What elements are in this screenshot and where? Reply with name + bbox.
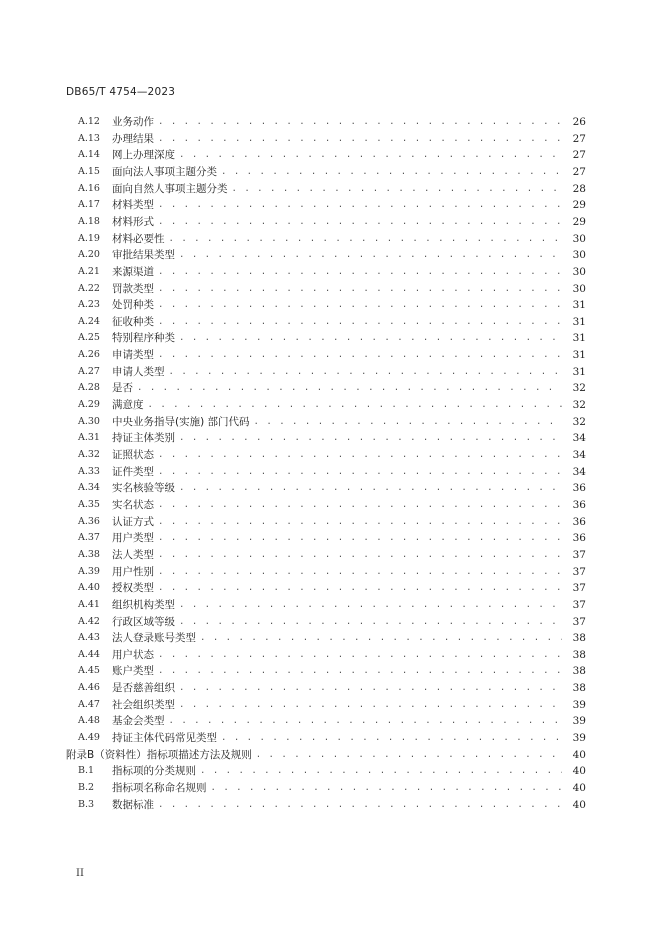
toc-leader-dots — [158, 647, 562, 663]
toc-entry-page: 27 — [572, 165, 586, 178]
toc-leader-dots — [254, 414, 562, 430]
toc-leader-dots — [169, 713, 563, 729]
page-number: II — [76, 868, 84, 879]
toc-entry-title: 用户性别 — [112, 565, 154, 578]
toc-entry-title: 法人类型 — [112, 548, 154, 561]
toc-leader-dots — [221, 164, 562, 180]
toc-entry[interactable] — [78, 564, 586, 580]
toc-entry-title: 附录B（资料性）指标项描述方法及规则 — [66, 748, 252, 761]
toc-entry-number: A.28 — [78, 382, 100, 394]
toc-leader-dots — [211, 780, 563, 796]
toc-leader-dots — [179, 247, 562, 263]
toc-entry-title: 面向法人事项主题分类 — [112, 165, 217, 178]
toc-entry[interactable] — [78, 330, 586, 346]
toc-leader-dots — [221, 730, 562, 746]
toc-leader-dots — [158, 297, 562, 313]
toc-entry-page: 31 — [572, 332, 586, 345]
toc-entry-title: 基金会类型 — [112, 715, 165, 728]
toc-entry-number: B.1 — [78, 765, 95, 777]
toc-entry-title: 满意度 — [112, 399, 144, 412]
toc-entry-title: 特别程序种类 — [112, 332, 175, 345]
toc-entry[interactable] — [78, 497, 586, 513]
toc-entry-number: A.38 — [78, 548, 100, 560]
toc-leader-dots — [158, 314, 562, 330]
toc-leader-dots — [179, 680, 562, 696]
toc-entry[interactable] — [78, 630, 586, 646]
toc-entry-number: A.25 — [78, 332, 100, 344]
toc-leader-dots — [232, 181, 563, 197]
toc-leader-dots — [179, 614, 562, 630]
toc-entry-page: 34 — [572, 449, 586, 461]
toc-entry-title: 审批结果类型 — [112, 249, 175, 262]
toc-leader-dots — [158, 464, 562, 480]
toc-entry-number: A.32 — [78, 449, 100, 460]
toc-entry-number: A.39 — [78, 565, 100, 577]
toc-entry[interactable] — [78, 547, 586, 563]
toc-entry[interactable] — [78, 580, 586, 596]
toc-entry-title: 实名状态 — [112, 498, 154, 511]
toc-leader-dots — [158, 547, 562, 563]
toc-entry-page: 40 — [572, 748, 586, 761]
toc-entry-number: A.18 — [78, 215, 100, 227]
toc-entry-page: 29 — [572, 215, 586, 228]
toc-entry-page: 29 — [572, 199, 586, 212]
toc-entry-number: A.48 — [78, 715, 100, 727]
toc-entry-title: 指标项名称命名规则 — [112, 782, 207, 794]
toc-entry-title: 授权类型 — [112, 582, 154, 595]
toc-leader-dots — [158, 580, 562, 596]
toc-entry-title: 组织机构类型 — [112, 598, 175, 611]
toc-entry-number: A.23 — [78, 299, 100, 311]
toc-leader-dots — [158, 281, 562, 297]
toc-leader-dots — [158, 530, 562, 546]
toc-entry-number: A.22 — [78, 282, 100, 294]
toc-entry[interactable] — [78, 264, 586, 280]
toc-entry-page: 36 — [572, 498, 586, 511]
toc-entry-number: A.43 — [78, 632, 100, 644]
toc-entry-page: 32 — [572, 382, 586, 395]
toc-entry-page: 31 — [572, 315, 586, 328]
toc-entry[interactable] — [78, 197, 586, 213]
toc-entry[interactable] — [78, 397, 586, 413]
toc-leader-dots — [179, 430, 562, 446]
toc-entry-title: 罚款类型 — [112, 282, 154, 295]
toc-entry[interactable] — [78, 314, 586, 330]
toc-leader-dots — [158, 197, 562, 213]
toc-entry-page: 32 — [572, 399, 586, 412]
toc-leader-dots — [158, 564, 562, 580]
toc-entry-number: A.33 — [78, 465, 100, 477]
toc-entry-title: 来源渠道 — [112, 265, 154, 278]
toc-entry-page: 38 — [572, 632, 586, 645]
toc-entry-title: 材料必要性 — [112, 232, 165, 245]
toc-leader-dots — [169, 231, 563, 247]
toc-leader-dots — [179, 697, 562, 713]
toc-entry[interactable] — [78, 663, 586, 679]
toc-entry-number: A.36 — [78, 515, 100, 527]
toc-leader-dots — [179, 147, 562, 163]
toc-entry-page: 26 — [572, 116, 586, 128]
toc-entry-number: A.27 — [78, 365, 100, 377]
toc-entry-title: 中央业务指导(实施) 部门代码 — [112, 415, 250, 428]
toc-entry-title: 面向自然人事项主题分类 — [112, 182, 228, 195]
toc-entry-number: A.31 — [78, 432, 100, 444]
toc-entry-number: A.37 — [78, 532, 100, 544]
toc-entry-page: 30 — [572, 232, 586, 245]
toc-entry[interactable] — [78, 447, 586, 463]
toc-entry-title: 持证主体代码常见类型 — [112, 732, 217, 745]
toc-entry[interactable] — [78, 730, 586, 746]
toc-entry-page: 37 — [572, 598, 586, 611]
toc-entry-page: 34 — [572, 465, 586, 478]
toc-entry[interactable] — [78, 464, 586, 480]
toc-entry-number: A.20 — [78, 249, 100, 261]
toc-entry-number: A.21 — [78, 265, 100, 277]
toc-leader-dots — [179, 330, 562, 346]
toc-entry-title: 数据标准 — [112, 798, 154, 811]
toc-entry-title: 用户类型 — [112, 532, 154, 545]
toc-entry-page: 39 — [572, 698, 586, 711]
toc-leader-dots — [158, 347, 562, 363]
toc-entry-number: A.45 — [78, 665, 100, 677]
toc-entry[interactable] — [78, 181, 586, 197]
toc-entry-page: 27 — [572, 149, 586, 162]
toc-entry-title: 征收种类 — [112, 315, 154, 328]
toc-entry-page: 37 — [572, 548, 586, 561]
toc-entry-title: 材料类型 — [112, 199, 154, 212]
toc-entry-page: 38 — [572, 682, 586, 695]
toc-entry-number: A.47 — [78, 698, 100, 710]
toc-leader-dots — [256, 747, 562, 763]
toc-entry[interactable] — [78, 214, 586, 230]
toc-leader-dots — [158, 447, 562, 463]
toc-entry[interactable] — [78, 231, 586, 247]
toc-entry-page: 28 — [572, 182, 586, 195]
toc-entry-page: 32 — [572, 415, 586, 428]
toc-leader-dots — [158, 514, 562, 530]
toc-leader-dots — [158, 114, 562, 130]
toc-entry-title: 指标项的分类规则 — [112, 765, 196, 778]
toc-entry-title: 申请人类型 — [112, 365, 165, 378]
toc-entry-number: A.17 — [78, 199, 100, 211]
toc-entry-page: 39 — [572, 715, 586, 728]
toc-leader-dots — [148, 397, 563, 413]
toc-entry-title: 办理结果 — [112, 132, 154, 145]
toc-entry-number: A.15 — [78, 165, 100, 177]
toc-entry[interactable] — [78, 797, 586, 813]
toc-entry[interactable] — [78, 480, 586, 496]
toc-leader-dots — [158, 131, 562, 147]
toc-entry-title: 是否 — [112, 382, 133, 395]
toc-entry[interactable] — [78, 131, 586, 147]
toc-leader-dots — [137, 380, 562, 396]
toc-entry-number: A.34 — [78, 482, 100, 494]
toc-leader-dots — [158, 663, 562, 679]
toc-entry[interactable] — [78, 597, 586, 613]
toc-entry-title: 材料形式 — [112, 215, 154, 228]
toc-entry[interactable] — [78, 514, 586, 530]
document-code: DB65/T 4754—2023 — [66, 86, 176, 98]
toc-entry-title: 是否慈善组织 — [112, 682, 175, 695]
toc-entry[interactable] — [78, 380, 586, 396]
toc-entry[interactable] — [78, 713, 586, 729]
toc-leader-dots — [158, 797, 562, 813]
toc-entry-number: A.26 — [78, 349, 100, 361]
toc-entry-title: 证照状态 — [112, 449, 154, 461]
toc-entry[interactable] — [78, 114, 586, 130]
toc-entry[interactable] — [78, 164, 586, 180]
toc-entry-number: A.19 — [78, 232, 100, 244]
toc-entry-page: 36 — [572, 482, 586, 495]
toc-entry-title: 用户状态 — [112, 648, 154, 661]
toc-leader-dots — [200, 763, 562, 779]
toc-entry[interactable] — [78, 780, 586, 796]
toc-entry-number: A.30 — [78, 415, 100, 427]
toc-entry-title: 行政区域等级 — [112, 615, 175, 628]
toc-entry[interactable] — [78, 147, 586, 163]
toc-entry[interactable] — [78, 530, 586, 546]
toc-entry-page: 40 — [572, 782, 586, 794]
toc-leader-dots — [200, 630, 562, 646]
toc-entry-page: 40 — [572, 765, 586, 778]
toc-entry-number: A.13 — [78, 132, 100, 144]
toc-entry-number: A.14 — [78, 149, 100, 161]
toc-entry-title: 账户类型 — [112, 665, 154, 678]
toc-entry[interactable] — [78, 697, 586, 713]
toc-leader-dots — [179, 597, 562, 613]
toc-entry[interactable] — [78, 647, 586, 663]
toc-entry-number: A.40 — [78, 582, 100, 594]
toc-leader-dots — [158, 264, 562, 280]
toc-entry-page: 37 — [572, 565, 586, 578]
toc-entry-page: 34 — [572, 432, 586, 445]
toc-entry-page: 31 — [572, 299, 586, 312]
toc-appendix-entry[interactable] — [66, 747, 586, 763]
toc-entry-page: 36 — [572, 515, 586, 528]
toc-entry-number: A.35 — [78, 498, 100, 510]
toc-entry-page: 40 — [572, 798, 586, 811]
toc-entry-page: 37 — [572, 582, 586, 595]
toc-entry[interactable] — [78, 281, 586, 297]
toc-entry-number: A.49 — [78, 732, 100, 744]
toc-entry-number: A.46 — [78, 682, 100, 694]
toc-entry-number: A.42 — [78, 615, 100, 627]
toc-entry[interactable] — [78, 614, 586, 630]
toc-entry-title: 认证方式 — [112, 515, 154, 528]
toc-entry-number: A.12 — [78, 116, 100, 127]
toc-entry-number: A.24 — [78, 315, 100, 327]
toc-entry[interactable] — [78, 763, 586, 779]
toc-entry[interactable] — [78, 364, 586, 380]
toc-entry-number: B.2 — [78, 782, 95, 793]
toc-entry-title: 申请类型 — [112, 349, 154, 362]
toc-leader-dots — [158, 497, 562, 513]
toc-entry-page: 30 — [572, 282, 586, 295]
toc-entry-number: A.29 — [78, 399, 100, 411]
toc-entry-page: 38 — [572, 648, 586, 661]
toc-entry-title: 处罚种类 — [112, 299, 154, 312]
toc-entry-title: 证件类型 — [112, 465, 154, 478]
toc-leader-dots — [169, 364, 563, 380]
toc-entry-page: 36 — [572, 532, 586, 545]
toc-entry-page: 30 — [572, 265, 586, 278]
toc-leader-dots — [179, 480, 562, 496]
toc-entry-number: B.3 — [78, 798, 95, 810]
toc-entry-page: 31 — [572, 349, 586, 362]
toc-entry-title: 网上办理深度 — [112, 149, 175, 162]
toc-entry[interactable] — [78, 297, 586, 313]
toc-entry-page: 30 — [572, 249, 586, 262]
toc-entry-page: 31 — [572, 365, 586, 378]
toc-entry-number: A.41 — [78, 598, 100, 610]
toc-entry-page: 37 — [572, 615, 586, 628]
toc-entry[interactable] — [78, 247, 586, 263]
toc-entry-title: 实名核验等级 — [112, 482, 175, 495]
toc-leader-dots — [158, 214, 562, 230]
toc-entry-page: 27 — [572, 132, 586, 145]
toc-entry-page: 39 — [572, 732, 586, 745]
toc-entry-page: 38 — [572, 665, 586, 678]
toc-entry-number: A.44 — [78, 648, 100, 660]
toc-entry-title: 持证主体类别 — [112, 432, 175, 445]
toc-entry[interactable] — [78, 414, 586, 430]
toc-entry[interactable] — [78, 680, 586, 696]
toc-entry-title: 法人登录账号类型 — [112, 632, 196, 645]
toc-entry[interactable] — [78, 347, 586, 363]
toc-entry[interactable] — [78, 430, 586, 446]
toc-entry-title: 业务动作 — [112, 116, 154, 128]
toc-entry-number: A.16 — [78, 182, 100, 194]
toc-entry-title: 社会组织类型 — [112, 698, 175, 711]
